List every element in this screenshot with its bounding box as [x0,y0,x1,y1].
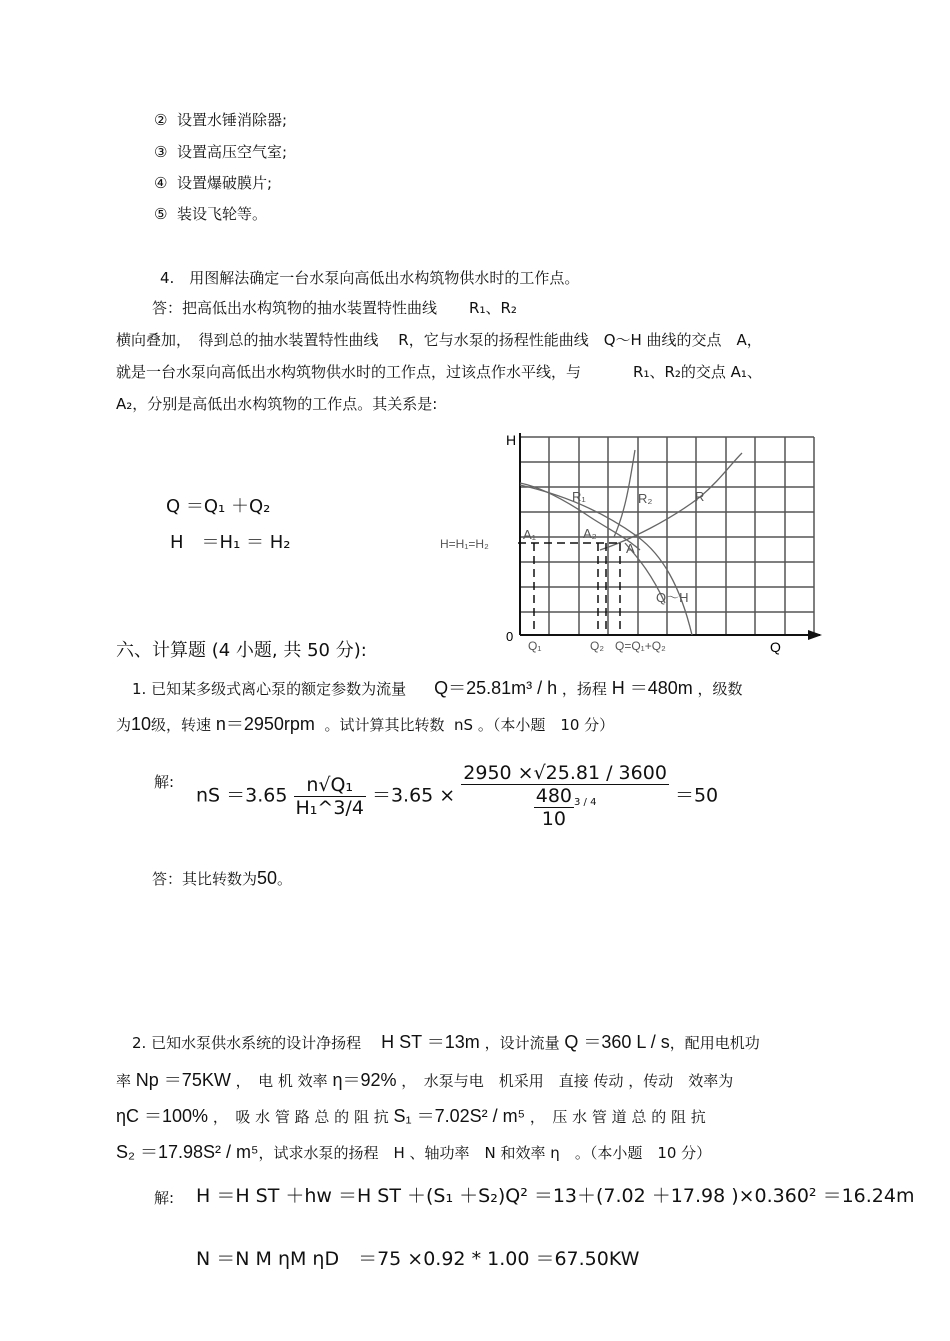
fraction-2: 2950 ×√25.81 / 3600 $\frac{480}{10}$ $^{3 / 4}$ [463,762,667,830]
p1-solution-label: 解: [154,773,175,791]
curve-r [600,453,742,550]
label-hline: H=H₁=H₂ [440,537,489,551]
label-qh: Q～H [656,590,689,605]
label-a2: A₂ [583,526,597,541]
measure-item-2: ② 设置水锤消除器; [154,111,288,129]
label-r: R [695,489,705,504]
label-origin: 0 [506,629,514,644]
label-q1: Q₁ [528,639,542,653]
p2-solution-head: H ＝H ST ＋hw ＝H ST ＋(S₁ ＋S₂)Q² ＝13＋(7.02 ＋17.98 )×0.360² ＝16.24m [196,1185,915,1207]
label-qsum: Q=Q₁+Q₂ [615,639,666,653]
p1-line1: 1. 已知某多级式离心泵的额定参数为流量 Q＝25.81m³ / h ，扬程 H ＝480m ，级数 [132,678,743,698]
fraction-inner: $\frac{480}{10}$ [535,785,572,830]
p1-solution-formula: nS ＝3.65 $\frac{\text{n√Q₁}}{\text{H₁\textasciicircum{}3/4}}$ ＝3.65 × 2950 ×√25.81 / 3600 $\frac{480}{10}$ $^{3 / 4}$ ＝50 [196,762,719,830]
p2-line1: 2. 已知水泵供水系统的设计净扬程 H ST ＝13m ，设计流量 Q ＝360 L / s，配用电机功 [132,1032,760,1052]
q4-answer-line2: 横向叠加， 得到总的抽水装置特性曲线 R，它与水泵的扬程性能曲线 Q～H 曲线的交点 A， [116,331,762,349]
p2-line2: 率 Np ＝75KW ， 电 机 效率 η＝92% ， 水泵与电 机采用 直接 传动 ，传动 效率为 [116,1070,734,1090]
p1-answer: 答：其比转数为50。 [152,868,293,888]
equation-flow-sum: Q ＝Q₁ ＋Q₂ [166,496,271,517]
label-h-axis: H [506,432,517,448]
label-r2: R₂ [638,491,653,506]
label-r1: R₁ [572,489,586,504]
label-a: A [626,541,635,556]
p1-line2: 为10级，转速 n＝2950rpm 。试计算其比转数 nS 。（本小题 10 分） [116,714,615,734]
pump-characteristic-figure [430,425,830,665]
p2-solution-label: 解: [154,1189,175,1207]
fraction-1: $\frac{\text{n√Q₁}}{\text{H₁\textasciicircum{}3/4}}$ [295,773,364,819]
section-6-title: 六、计算题 (4 小题, 共 50 分): [116,640,367,661]
label-q2: Q₂ [590,639,604,653]
measure-item-5: ⑤ 装设飞轮等。 [154,205,268,223]
q4-answer-line1: 答：把高低出水构筑物的抽水装置特性曲线 R₁、R₂ [152,299,517,317]
grid [520,437,814,635]
q4-answer-line3: 就是一台水泵向高低出水构筑物供水时的工作点，过该点作水平线，与 R₁、R₂的交点 A₁、 [116,363,762,381]
equation-head-equal: H ＝H₁ ＝ H₂ [170,532,291,553]
p2-solution-power: N ＝N M ηM ηD ＝75 ×0.92 * 1.00 ＝67.50KW [196,1248,640,1270]
label-a1: A₁ [523,527,537,542]
measure-item-3: ③ 设置高压空气室; [154,143,288,161]
p2-line3: ηC ＝100% ， 吸 水 管 路 总 的 阻 抗 S₁ ＝7.02S² / m⁵ ， 压 水 管 道 总 的 阻 抗 [116,1106,706,1126]
curve-r2 [614,450,635,537]
q4-answer-line4: A₂，分别是高低出水构筑物的工作点。其关系是: [116,395,438,413]
q4-title: 4. 用图解法确定一台水泵向高低出水构筑物供水时的工作点。 [160,269,580,287]
q-axis-arrow [808,630,822,640]
label-q-axis: Q [770,639,781,655]
p2-line4: S₂ ＝17.98S² / m⁵，试求水泵的扬程 H 、轴功率 N 和效率 η 。（本小题 10 分） [116,1142,712,1162]
measure-item-4: ④ 设置爆破膜片; [154,174,273,192]
